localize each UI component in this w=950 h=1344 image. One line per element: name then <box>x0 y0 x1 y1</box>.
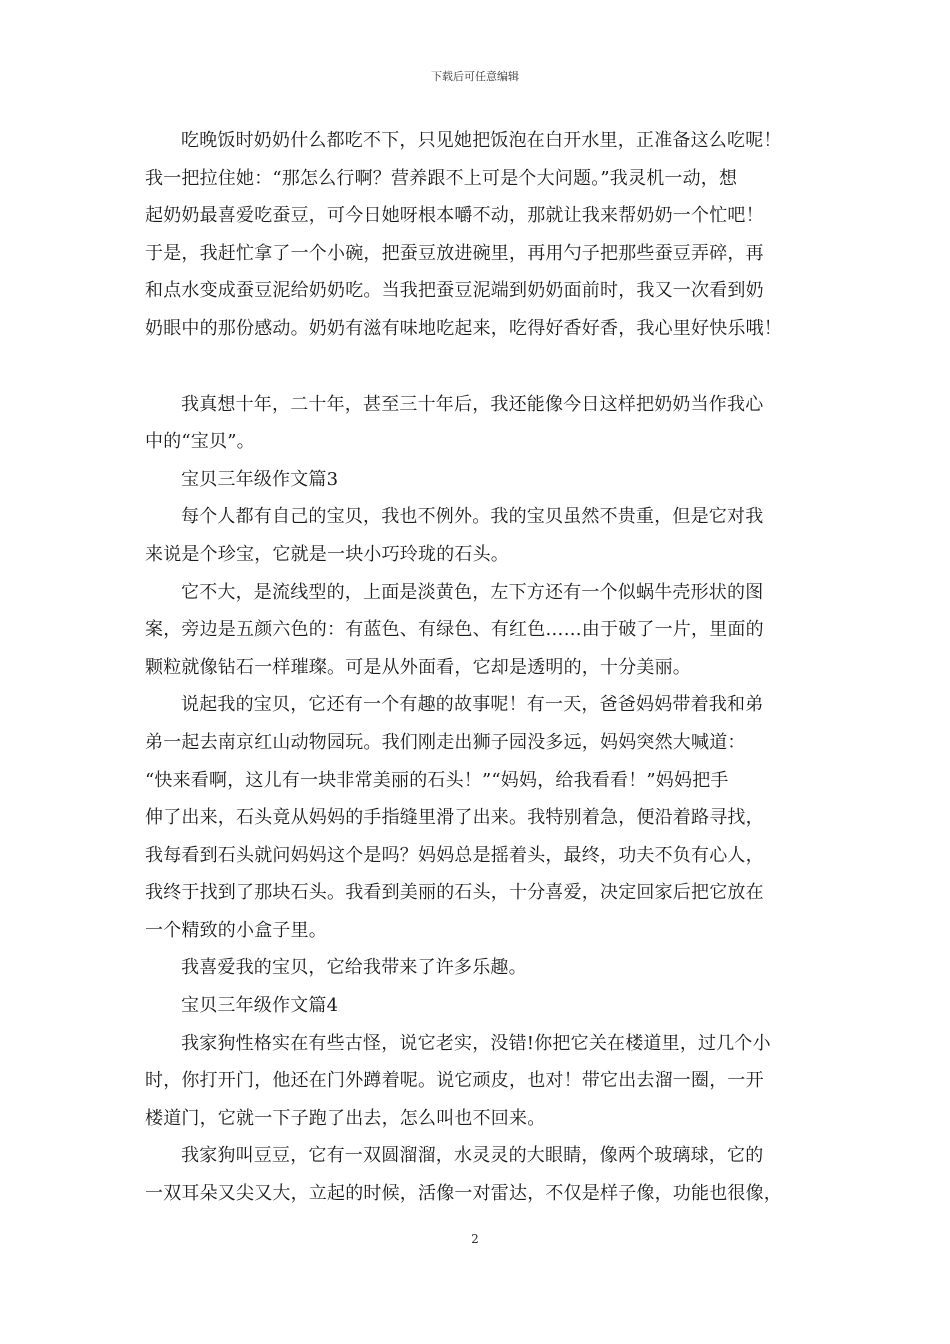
paragraph-line: “快来看啊，这儿有一块非常美丽的石头！”“妈妈，给我看看！”妈妈把手 <box>145 769 729 791</box>
paragraph-line: 吃晚饭时奶奶什么都吃不下，只见她把饭泡在白开水里，正准备这么吃呢！ <box>181 130 782 151</box>
paragraph-line: 它不大，是流线型的，上面是淡黄色，左下方还有一个似蜗牛壳形状的图 <box>181 581 764 603</box>
paragraph-line: 我终于找到了那块石头。我看到美丽的石头，十分喜爱，决定回家后把它放在 <box>145 882 764 904</box>
paragraph-line: 我家狗叫豆豆，它有一双圆溜溜，水灵灵的大眼睛，像两个玻璃球，它的 <box>181 1145 764 1167</box>
page-number: 2 <box>471 1232 479 1246</box>
paragraph-line: 于是，我赶忙拿了一个小碗，把蚕豆放进碗里，再用勺子把那些蚕豆弄碎，再 <box>145 242 764 264</box>
paragraph-line: 来说是个珍宝，它就是一块小巧玲珑的石头。 <box>145 543 509 565</box>
paragraph-line: 弟一起去南京红山动物园玩。我们刚走出狮子园没多远，妈妈突然大喊道： <box>145 731 746 753</box>
paragraph-line: 伸了出来，石头竟从妈妈的手指缝里滑了出来。我特别着急，便沿着路寻找， <box>145 807 764 829</box>
paragraph-line: 奶眼中的那份感动。奶奶有滋有味地吃起来，吃得好香好香，我心里好快乐哦！ <box>145 317 782 339</box>
paragraph-line: 时，你打开门，他还在门外蹲着呢。说它顽皮，也对！带它出去溜一圈，一开 <box>145 1070 764 1092</box>
paragraph-line: 楼道门，它就一下子跑了出去，怎么叫也不回来。 <box>145 1107 546 1129</box>
document-body <box>145 122 810 1213</box>
paragraph-line: 颗粒就像钻石一样璀璨。可是从外面看，它却是透明的，十分美丽。 <box>145 656 691 678</box>
paragraph-line: 每个人都有自己的宝贝，我也不例外。我的宝贝虽然不贵重，但是它对我 <box>181 506 764 528</box>
paragraph-line: 中的“宝贝”。 <box>145 431 255 453</box>
paragraph-line: 一双耳朵又尖又大，立起的时候，活像一对雷达，不仅是样子像，功能也很像， <box>145 1183 782 1205</box>
paragraph-line: 我每看到石头就问妈妈这个是吗？妈妈总是摇着头，最终，功夫不负有心人， <box>145 844 764 866</box>
paragraph-line: 起奶奶最喜爱吃蚕豆，可今日她呀根本嚼不动，那就让我来帮奶奶一个忙吧！ <box>145 205 764 227</box>
paragraph-line: 说起我的宝贝，它还有一个有趣的故事呢！有一天，爸爸妈妈带着我和弟 <box>181 694 764 716</box>
paragraph-line: 案，旁边是五颜六色的：有蓝色、有绿色、有红色……由于破了一片，里面的 <box>145 619 764 641</box>
paragraph-line: 我喜爱我的宝贝，它给我带来了许多乐趣。 <box>181 957 527 979</box>
paragraph-line: 我真想十年，二十年，甚至三十年后，我还能像今日这样把奶奶当作我心 <box>181 393 764 415</box>
section-title: 宝贝三年级作文篇3 <box>181 468 339 490</box>
paragraph-line: 一个精致的小盒子里。 <box>145 919 327 941</box>
paragraph-gap <box>145 348 810 386</box>
paragraph-line: 和点水变成蚕豆泥给奶奶吃。当我把蚕豆泥端到奶奶面前时，我又一次看到奶 <box>145 280 764 302</box>
paragraph-line: 我一把拉住她：“那怎么行啊？营养跟不上可是个大问题。”我灵机一动，想 <box>145 167 738 189</box>
section-title: 宝贝三年级作文篇4 <box>181 995 339 1017</box>
paragraph-line: 我家狗性格实在有些古怪，说它老实，没错!你把它关在楼道里，过几个小 <box>181 1032 771 1054</box>
page-header: 下载后可任意编辑 <box>431 70 519 83</box>
